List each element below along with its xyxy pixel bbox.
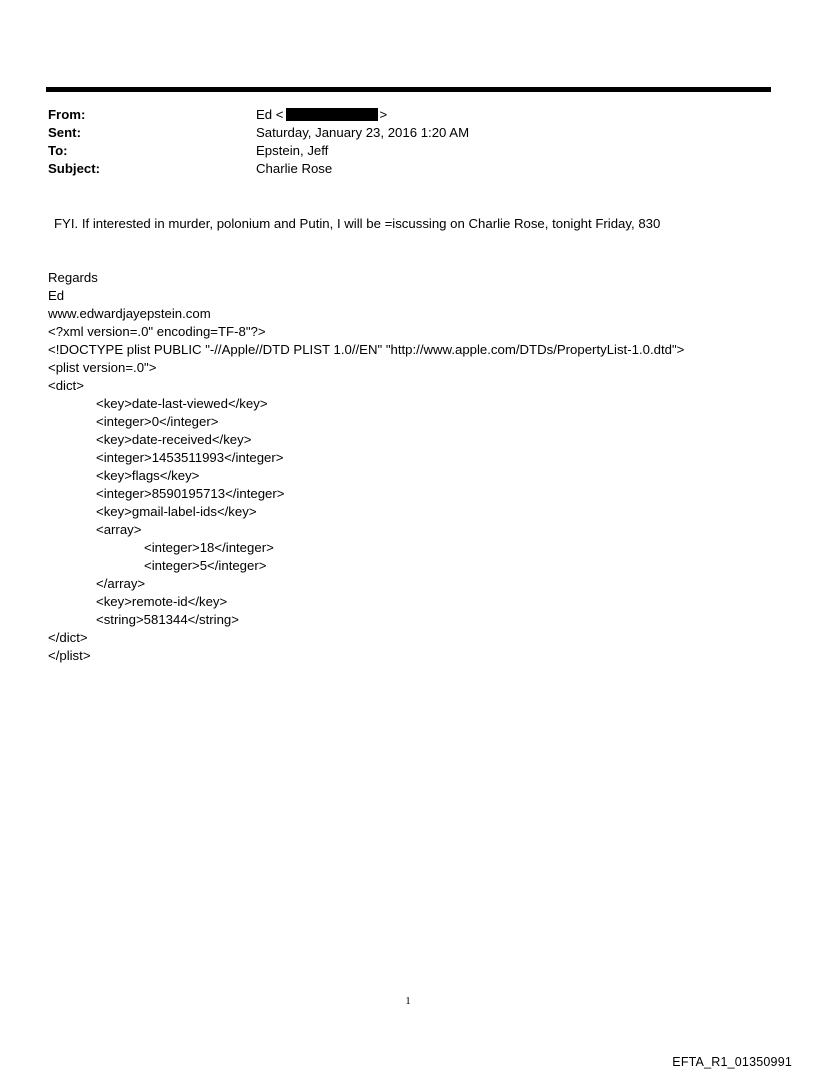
- plist-line: </dict>: [48, 630, 88, 645]
- redaction-box: [286, 108, 378, 121]
- plist-line: <key>remote-id</key>: [96, 594, 228, 609]
- to-row: [48, 142, 748, 160]
- signoff: [48, 269, 788, 665]
- subject-label: Subject:: [48, 161, 101, 176]
- from-value: [256, 106, 387, 124]
- signature-name: Ed: [48, 288, 65, 303]
- plist-line: <!DOCTYPE plist PUBLIC "-//Apple//DTD PLIST 1.0//EN" "http://www.apple.com/DTDs/PropertyList-1.0.dtd">: [48, 342, 685, 357]
- plist-line: </plist>: [48, 648, 91, 663]
- from-name: Ed <: [256, 107, 284, 122]
- page-number: 1: [405, 995, 411, 1007]
- plist-line: <integer>0</integer>: [96, 414, 219, 429]
- plist-line: <?xml version=.0" encoding=TF-8"?>: [48, 324, 266, 339]
- plist-line: <integer>5</integer>: [144, 558, 267, 573]
- plist-line: <key>date-received</key>: [96, 432, 252, 447]
- plist-line: <integer>1453511993</integer>: [96, 450, 284, 465]
- from-row: [48, 106, 748, 124]
- email-header: [48, 106, 748, 178]
- plist-line: <key>flags</key>: [96, 468, 200, 483]
- regards-text: Regards: [48, 270, 98, 285]
- header-rule: [46, 87, 771, 92]
- subject-value: Charlie Rose: [256, 161, 333, 176]
- sent-row: [48, 124, 748, 142]
- plist-line: <integer>8590195713</integer>: [96, 486, 285, 501]
- plist-line: <key>date-last-viewed</key>: [96, 396, 268, 411]
- plist-line: </array>: [96, 576, 146, 591]
- sent-label: Sent:: [48, 125, 81, 140]
- email-body: [48, 215, 788, 665]
- from-label: From:: [48, 107, 86, 122]
- message-text: FYI. If interested in murder, polonium and Putin, I will be =iscussing on Charlie Rose, tonight Friday, 830: [54, 216, 661, 231]
- plist-line: <integer>18</integer>: [144, 540, 274, 555]
- plist-line: <dict>: [48, 378, 84, 393]
- from-close: >: [379, 107, 388, 122]
- bates-number: EFTA_R1_01350991: [672, 1055, 792, 1069]
- plist-line: <array>: [96, 522, 142, 537]
- plist-line: <plist version=.0">: [48, 360, 157, 375]
- plist-line: <key>gmail-label-ids</key>: [96, 504, 257, 519]
- sent-value: Saturday, January 23, 2016 1:20 AM: [256, 125, 470, 140]
- subject-row: [48, 160, 748, 178]
- to-label: To:: [48, 143, 68, 158]
- website-text: www.edwardjayepstein.com: [48, 306, 211, 321]
- plist-line: <string>581344</string>: [96, 612, 239, 627]
- to-value: Epstein, Jeff: [256, 143, 329, 158]
